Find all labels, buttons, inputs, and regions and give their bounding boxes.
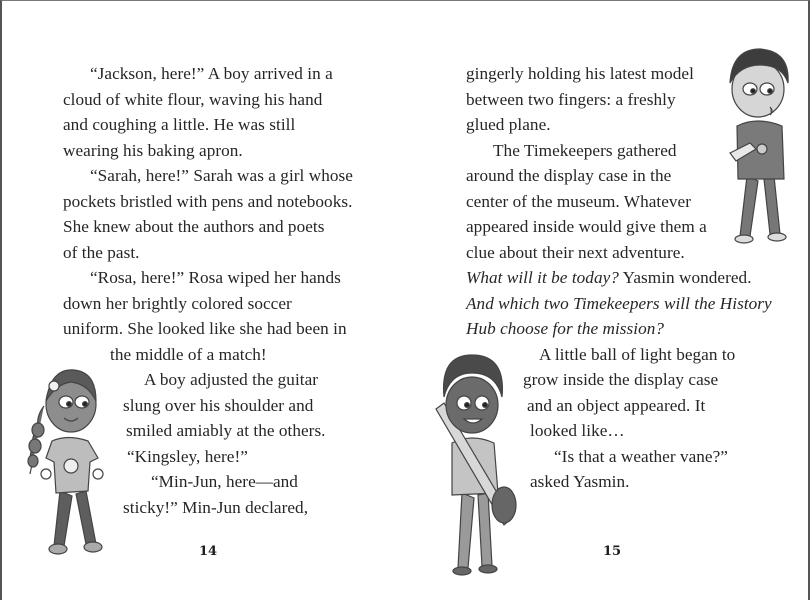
right-page bbox=[407, 1, 810, 601]
boy-model-plane-illustration bbox=[712, 31, 807, 251]
text-line: around the display case in the bbox=[466, 166, 672, 185]
text-line: glued plane. bbox=[466, 115, 551, 134]
text-line: gingerly holding his latest model bbox=[466, 64, 694, 83]
text-line: sticky!” Min-Jun declared, bbox=[123, 498, 309, 517]
text-line: “Kingsley, here!” bbox=[127, 447, 248, 466]
italic-thought: What will it be today? bbox=[466, 268, 619, 287]
text-line: center of the museum. Whatever bbox=[466, 192, 692, 211]
text-line: appeared inside would give them a bbox=[466, 217, 707, 236]
page-number: 15 bbox=[603, 544, 622, 559]
left-page bbox=[2, 1, 407, 601]
boy-guitar-illustration bbox=[422, 343, 522, 583]
text-line: wearing his baking apron. bbox=[63, 141, 243, 160]
text-line: “Sarah, here!” Sarah was a girl whose bbox=[90, 166, 353, 185]
text-line: clue about their next adventure. bbox=[466, 243, 685, 262]
text-line: the middle of a match! bbox=[110, 345, 267, 364]
girl-soccer-illustration bbox=[16, 346, 116, 561]
text-line: uniform. She looked like she had been in bbox=[63, 319, 347, 338]
text-line: “Min-Jun, here—and bbox=[151, 472, 298, 491]
italic-thought: And which two Timekeepers will the History bbox=[466, 294, 772, 313]
text-line: grow inside the display case bbox=[523, 370, 719, 389]
text-line: pockets bristled with pens and notebooks. bbox=[63, 192, 353, 211]
text-line: down her brightly colored soccer bbox=[63, 294, 292, 313]
text-line bbox=[466, 268, 752, 288]
text-line: slung over his shoulder and bbox=[123, 396, 314, 415]
text-line: smiled amiably at the others. bbox=[126, 421, 326, 440]
text-line: between two fingers: a freshly bbox=[466, 90, 676, 109]
text-line: and an object appeared. It bbox=[527, 396, 706, 415]
text-line: “Is that a weather vane?” bbox=[554, 447, 728, 466]
text-line: “Rosa, here!” Rosa wiped her hands bbox=[90, 268, 341, 287]
text-line: and coughing a little. He was still bbox=[63, 115, 296, 134]
text-line: cloud of white flour, waving his hand bbox=[63, 90, 323, 109]
text-line: “Jackson, here!” A boy arrived in a bbox=[90, 64, 333, 83]
text-line: She knew about the authors and poets bbox=[63, 217, 325, 236]
text-line: looked like… bbox=[530, 421, 625, 440]
text-span: Yasmin wondered. bbox=[618, 268, 752, 287]
text-line: asked Yasmin. bbox=[530, 472, 630, 491]
text-line: A boy adjusted the guitar bbox=[144, 370, 319, 389]
text-line: The Timekeepers gathered bbox=[493, 141, 677, 160]
text-line: of the past. bbox=[63, 243, 140, 262]
italic-thought: Hub choose for the mission? bbox=[466, 319, 665, 338]
text-line: A little ball of light began to bbox=[539, 345, 736, 364]
page-number: 14 bbox=[199, 544, 218, 559]
